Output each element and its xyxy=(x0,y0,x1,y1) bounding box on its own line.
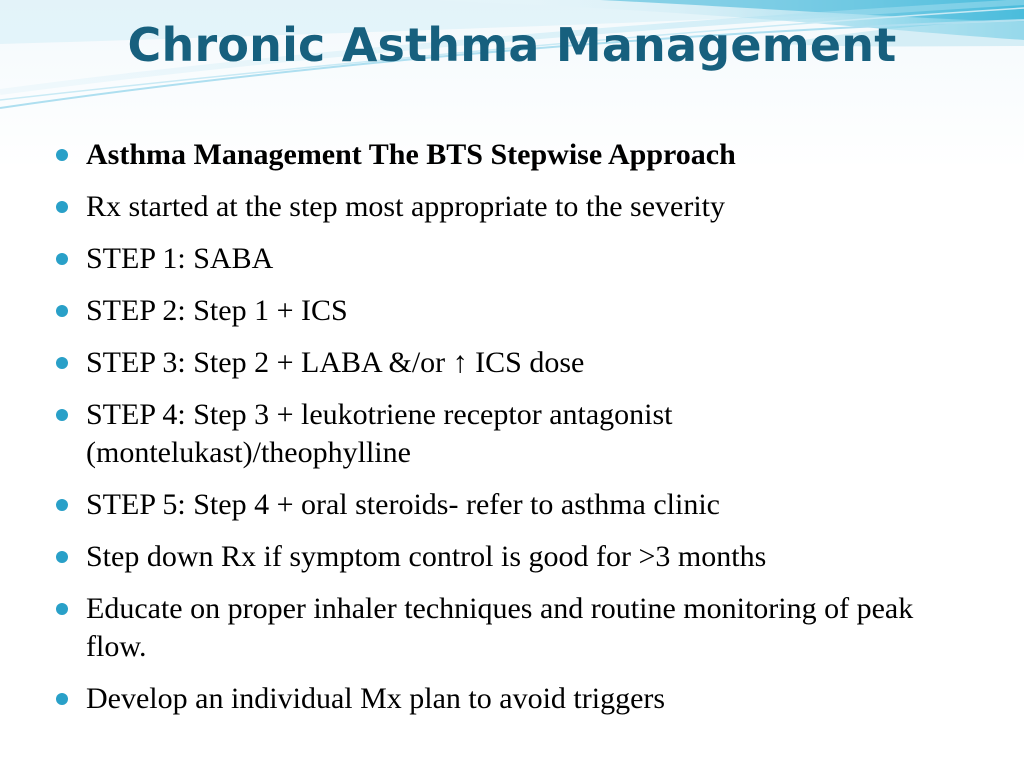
bullet-text: STEP 5: Step 4 + oral steroids- refer to asthma clinic xyxy=(86,488,720,521)
bullet-text: Asthma Management The BTS Stepwise Approach xyxy=(86,138,736,171)
bullet-item xyxy=(52,188,972,226)
bullet-item xyxy=(52,680,972,718)
bullet-item xyxy=(52,136,972,174)
bullet-dot-icon xyxy=(56,305,68,317)
bullet-item xyxy=(52,538,972,576)
bullet-text: Step down Rx if symptom control is good for >3 months xyxy=(86,540,767,573)
bullet-item xyxy=(52,590,972,666)
bullet-dot-icon xyxy=(56,253,68,265)
bullet-text: STEP 2: Step 1 + ICS xyxy=(86,294,348,327)
bullet-dot-icon xyxy=(56,551,68,563)
bullet-text: STEP 3: Step 2 + LABA &/or ↑ ICS dose xyxy=(86,346,585,379)
bullet-dot-icon xyxy=(56,499,68,511)
bullet-text: Rx started at the step most appropriate to the severity xyxy=(86,190,725,223)
bullet-text: STEP 1: SABA xyxy=(86,242,274,275)
bullet-item xyxy=(52,486,972,524)
bullet-dot-icon xyxy=(56,149,68,161)
bullet-dot-icon xyxy=(56,603,68,615)
bullet-text: STEP 4: Step 3 + leukotriene receptor antagonist (montelukast)/theophylline xyxy=(86,398,673,469)
bullet-item xyxy=(52,292,972,330)
bullet-item xyxy=(52,344,972,382)
bullet-text: Educate on proper inhaler techniques and routine monitoring of peak flow. xyxy=(86,592,914,663)
bullet-list xyxy=(52,136,972,732)
slide-title: Chronic Asthma Management xyxy=(127,18,897,72)
bullet-dot-icon xyxy=(56,201,68,213)
bullet-text: Develop an individual Mx plan to avoid triggers xyxy=(86,682,666,715)
bullet-dot-icon xyxy=(56,693,68,705)
bullet-dot-icon xyxy=(56,357,68,369)
bullet-item xyxy=(52,396,972,472)
bullet-item xyxy=(52,240,972,278)
bullet-dot-icon xyxy=(56,409,68,421)
